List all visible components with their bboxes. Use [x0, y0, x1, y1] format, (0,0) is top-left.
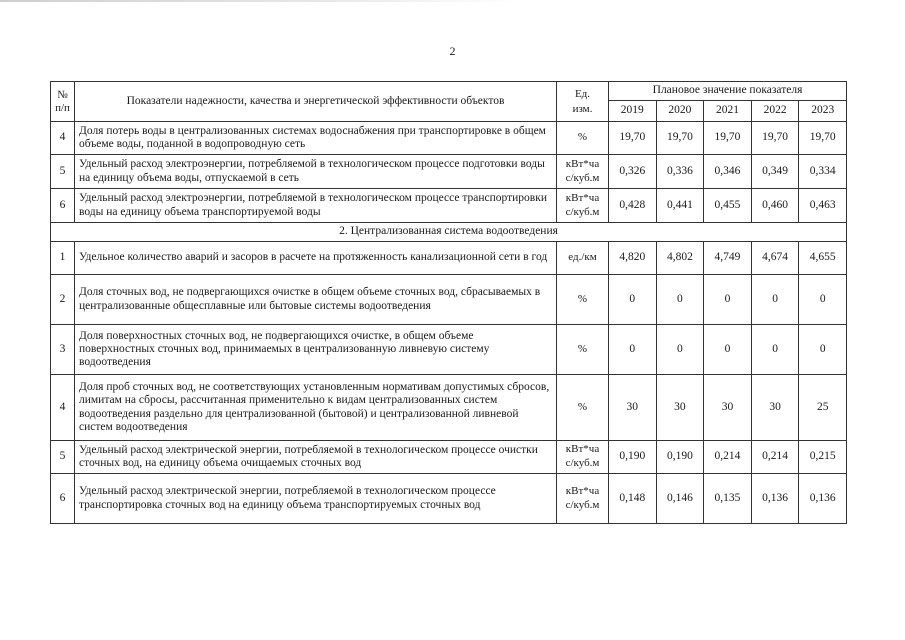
row-value: 0 — [609, 325, 657, 375]
row-unit: % — [557, 275, 609, 325]
row-value: 0,146 — [656, 474, 704, 524]
header-indicator: Показатели надежности, качества и энергетической эффективности объектов — [75, 82, 557, 122]
section-row — [51, 223, 847, 242]
row-value: 30 — [609, 375, 657, 441]
scan-edge-line — [0, 0, 520, 2]
row-indicator: Доля потерь воды в централизованных системах водоснабжения при транспортировке в общем объеме воды, поданной в водопроводную сеть — [75, 122, 557, 155]
row-value: 0 — [751, 275, 799, 325]
row-value: 0,334 — [799, 155, 847, 189]
row-num: 3 — [51, 325, 75, 375]
row-num: 4 — [51, 122, 75, 155]
row-value: 0 — [656, 275, 704, 325]
row-indicator: Удельный расход электроэнергии, потребляемой в технологическом процессе транспортировки воды на единицу объема транспортируемой воды — [75, 189, 557, 223]
row-unit: кВт*ча с/куб.м — [557, 189, 609, 223]
row-unit: % — [557, 325, 609, 375]
header-row-1 — [51, 82, 847, 101]
row-value: 0,455 — [704, 189, 752, 223]
row-value: 30 — [704, 375, 752, 441]
row-value: 0,349 — [751, 155, 799, 189]
row-value: 0,428 — [609, 189, 657, 223]
header-year: 2019 — [609, 101, 657, 122]
header-num: № п/п — [51, 82, 75, 122]
row-num: 5 — [51, 155, 75, 189]
row-value: 19,70 — [799, 122, 847, 155]
page-number: 2 — [449, 44, 456, 58]
row-value: 0 — [656, 325, 704, 375]
table-row — [51, 275, 847, 325]
row-value: 4,749 — [704, 242, 752, 275]
header-plan-value: Плановое значение показателя — [609, 82, 847, 101]
row-value: 0,135 — [704, 474, 752, 524]
row-value: 19,70 — [656, 122, 704, 155]
indicators-table — [50, 81, 847, 524]
table-row — [51, 474, 847, 524]
row-num: 4 — [51, 375, 75, 441]
row-value: 0 — [609, 275, 657, 325]
row-value: 0 — [799, 325, 847, 375]
row-value: 0,460 — [751, 189, 799, 223]
row-value: 0 — [704, 325, 752, 375]
header-year: 2022 — [751, 101, 799, 122]
table-row — [51, 375, 847, 441]
row-unit: % — [557, 375, 609, 441]
row-indicator: Удельное количество аварий и засоров в расчете на протяженность канализационной сети в год — [75, 242, 557, 275]
row-unit: кВт*ча с/куб.м — [557, 155, 609, 189]
row-indicator: Удельный расход электрической энергии, потребляемой в технологическом процессе очистки сточных вод, на единицу объема очищаемых сточных вод — [75, 441, 557, 474]
row-value: 0,346 — [704, 155, 752, 189]
row-value: 0,441 — [656, 189, 704, 223]
header-year: 2021 — [704, 101, 752, 122]
row-unit: ед./км — [557, 242, 609, 275]
row-value: 30 — [751, 375, 799, 441]
row-value: 19,70 — [704, 122, 752, 155]
table-row — [51, 122, 847, 155]
table-row — [51, 325, 847, 375]
table-row — [51, 441, 847, 474]
row-unit: % — [557, 122, 609, 155]
row-indicator: Доля проб сточных вод, не соответствующих установленным нормативам допустимых сбросов, лимитам на сбросы, рассчитанная применительно к видам централизованных систем водоотведения раздельно для централизованной (бытовой) и централизованной ливневой систем водоотведения — [75, 375, 557, 441]
row-value: 19,70 — [609, 122, 657, 155]
row-value: 19,70 — [751, 122, 799, 155]
row-num: 6 — [51, 474, 75, 524]
row-value: 0,326 — [609, 155, 657, 189]
row-value: 0,463 — [799, 189, 847, 223]
row-value: 0 — [751, 325, 799, 375]
row-indicator: Доля сточных вод, не подвергающихся очистке в общем объеме сточных вод, сбрасываемых в централизованные общесплавные или бытовые системы водоотведения — [75, 275, 557, 325]
row-num: 5 — [51, 441, 75, 474]
row-unit: кВт*ча с/куб.м — [557, 441, 609, 474]
table-row — [51, 155, 847, 189]
row-value: 25 — [799, 375, 847, 441]
row-value: 0,214 — [751, 441, 799, 474]
section-title: 2. Централизованная система водоотведения — [51, 223, 847, 242]
row-value: 0,136 — [799, 474, 847, 524]
row-num: 6 — [51, 189, 75, 223]
row-value: 4,674 — [751, 242, 799, 275]
row-indicator: Доля поверхностных сточных вод, не подвергающихся очистке, в общем объеме поверхностных сточных вод, принимаемых в централизованную ливневую систему водоотведения — [75, 325, 557, 375]
row-indicator: Удельный расход электрической энергии, потребляемой в технологическом процессе транспортировка сточных вод на единицу объема транспортируемых сточных вод — [75, 474, 557, 524]
row-value: 0,148 — [609, 474, 657, 524]
row-num: 2 — [51, 275, 75, 325]
table-row — [51, 189, 847, 223]
header-year: 2020 — [656, 101, 704, 122]
row-value: 4,802 — [656, 242, 704, 275]
table-row — [51, 242, 847, 275]
row-value: 0,215 — [799, 441, 847, 474]
row-value: 0 — [704, 275, 752, 325]
row-value: 4,820 — [609, 242, 657, 275]
row-indicator: Удельный расход электроэнергии, потребляемой в технологическом процессе подготовки воды на единицу объема воды, отпускаемой в сеть — [75, 155, 557, 189]
row-value: 4,655 — [799, 242, 847, 275]
row-value: 0,136 — [751, 474, 799, 524]
row-value: 0,190 — [609, 441, 657, 474]
row-value: 0,336 — [656, 155, 704, 189]
row-value: 30 — [656, 375, 704, 441]
header-unit: Ед. изм. — [557, 82, 609, 122]
row-unit: кВт*ча с/куб.м — [557, 474, 609, 524]
header-year: 2023 — [799, 101, 847, 122]
row-num: 1 — [51, 242, 75, 275]
row-value: 0,214 — [704, 441, 752, 474]
row-value: 0,190 — [656, 441, 704, 474]
row-value: 0 — [799, 275, 847, 325]
